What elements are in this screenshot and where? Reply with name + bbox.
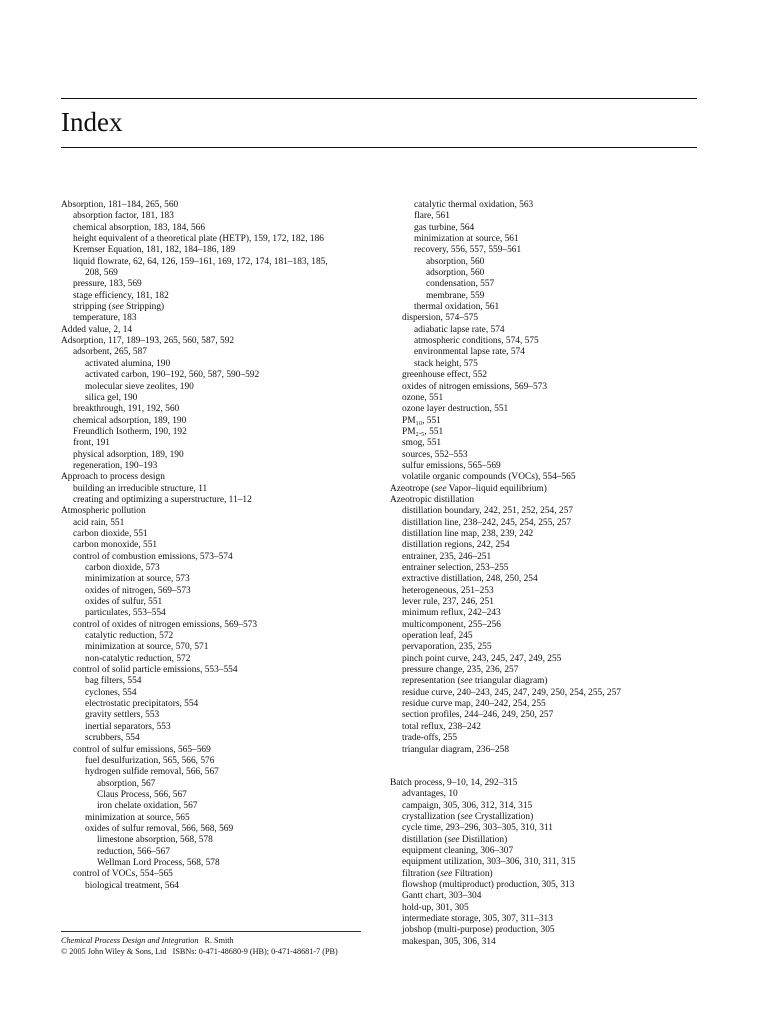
index-entry: temperature, 183 bbox=[73, 313, 137, 324]
index-entry: Batch process, 9–10, 14, 292–315 bbox=[390, 777, 518, 788]
index-entry: cyclones, 554 bbox=[85, 687, 137, 698]
index-entry: pervaporation, 235, 255 bbox=[402, 642, 492, 653]
index-entry: liquid flowrate, 62, 64, 126, 159–161, 169, 172, 174, 181–183, 185, bbox=[73, 256, 328, 267]
index-entry: pressure change, 235, 236, 257 bbox=[402, 665, 519, 676]
index-entry: scrubbers, 554 bbox=[85, 733, 140, 744]
index-entry: fuel desulfurization, 565, 566, 576 bbox=[85, 755, 215, 766]
index-entry: chemical absorption, 183, 184, 566 bbox=[73, 222, 206, 233]
index-entry: hydrogen sulfide removal, 566, 567 bbox=[85, 767, 219, 778]
index-entry: carbon monoxide, 551 bbox=[73, 540, 158, 551]
footer-author: R. Smith bbox=[204, 936, 234, 945]
index-entry: equipment utilization, 303–306, 310, 311, 315 bbox=[402, 857, 576, 868]
index-entry: limestone absorption, 568, 578 bbox=[97, 835, 213, 846]
index-entry: chemical adsorption, 189, 190 bbox=[73, 415, 187, 426]
see-reference: see bbox=[447, 834, 460, 845]
index-entry: iron chelate oxidation, 567 bbox=[97, 801, 198, 812]
index-entry: height equivalent of a theoretical plate (HETP), 159, 172, 182, 186 bbox=[73, 234, 324, 245]
index-entry: entrainer selection, 253–255 bbox=[402, 563, 509, 573]
index-entry: residue curve map, 240–242, 254, 255 bbox=[402, 699, 546, 710]
index-entry: distillation regions, 242, 254 bbox=[402, 540, 510, 551]
index-entry: lever rule, 237, 246, 251 bbox=[402, 597, 494, 608]
index-entry: PM₁₀, 551 bbox=[402, 415, 441, 426]
footer-line-1 bbox=[61, 935, 381, 946]
index-column-left bbox=[61, 200, 361, 892]
index-entry: minimization at source, 573 bbox=[85, 574, 190, 585]
index-entry: entrainer, 235, 246–251 bbox=[402, 551, 492, 562]
index-entry: control of solid particle emissions, 553–554 bbox=[73, 665, 238, 676]
index-entry: Adsorption, 117, 189–193, 265, 560, 587, 592 bbox=[61, 336, 235, 347]
index-entry: triangular diagram, 236–258 bbox=[402, 744, 510, 755]
index-entry: oxides of sulfur, 551 bbox=[85, 597, 163, 608]
index-entry: inertial separators, 553 bbox=[85, 721, 171, 732]
index-entry: environmental lapse rate, 574 bbox=[414, 347, 525, 358]
index-section-gap bbox=[390, 756, 700, 778]
footer-line-2 bbox=[61, 946, 381, 957]
index-entry: equipment cleaning, 306–307 bbox=[402, 845, 514, 856]
index-entry: particulates, 553–554 bbox=[85, 608, 166, 619]
index-entry: activated alumina, 190 bbox=[85, 358, 171, 369]
index-entry: Approach to process design bbox=[61, 472, 165, 483]
index-entry: heterogeneous, 251–253 bbox=[402, 585, 494, 596]
index-entry: crystallization (see Crystallization) bbox=[402, 811, 534, 822]
index-column-right bbox=[390, 200, 700, 948]
index-entry: oxides of nitrogen, 569–573 bbox=[85, 585, 191, 596]
index-entry: molecular sieve zeolites, 190 bbox=[85, 381, 194, 392]
index-entry: absorption factor, 181, 183 bbox=[73, 211, 174, 222]
index-entry: Kremser Equation, 181, 182, 184–186, 189 bbox=[73, 245, 236, 256]
header-top-rule bbox=[61, 98, 697, 99]
index-entry: adiabatic lapse rate, 574 bbox=[414, 324, 505, 335]
index-entry: total reflux, 238–242 bbox=[402, 721, 481, 732]
index-entry: Azeotrope (see Vapor–liquid equilibrium) bbox=[390, 483, 547, 494]
index-entry: bag filters, 554 bbox=[85, 676, 142, 687]
index-entry: membrane, 559 bbox=[426, 290, 485, 301]
see-reference: see bbox=[434, 483, 447, 494]
index-entry: absorption, 567 bbox=[97, 778, 156, 789]
index-entry: pressure, 183, 569 bbox=[73, 279, 142, 290]
index-entry: gas turbine, 564 bbox=[414, 222, 475, 233]
index-entry: acid rain, 551 bbox=[73, 517, 125, 528]
index-entry: reduction, 566–567 bbox=[97, 846, 170, 857]
index-entry: Claus Process, 566, 567 bbox=[97, 789, 187, 800]
index-entry: control of VOCs, 554–565 bbox=[73, 869, 173, 880]
index-entry: representation (see triangular diagram) bbox=[402, 676, 548, 687]
index-entry: atmospheric conditions, 574, 575 bbox=[414, 336, 539, 347]
index-entry: minimization at source, 565 bbox=[85, 812, 190, 823]
index-entry: makespan, 305, 306, 314 bbox=[402, 936, 496, 947]
index-entry: ozone layer destruction, 551 bbox=[402, 404, 509, 415]
index-entry: Azeotropic distillation bbox=[390, 494, 475, 505]
see-reference: see bbox=[460, 676, 473, 687]
index-entry: PM₂.₅, 551 bbox=[402, 426, 444, 437]
index-entry: dispersion, 574–575 bbox=[402, 313, 479, 324]
index-entry: multicomponent, 255–256 bbox=[402, 619, 501, 630]
index-entry: gravity settlers, 553 bbox=[85, 710, 160, 721]
index-entry: breakthrough, 191, 192, 560 bbox=[73, 404, 180, 415]
index-entry: regeneration, 190–193 bbox=[73, 460, 158, 471]
footer-rule bbox=[61, 931, 361, 932]
index-entry: filtration (see Filtration) bbox=[402, 868, 493, 879]
index-entry: hold-up, 301, 305 bbox=[402, 902, 469, 913]
index-entry: ozone, 551 bbox=[402, 392, 444, 403]
index-entry: adsorption, 560 bbox=[426, 268, 485, 279]
index-entry: distillation boundary, 242, 251, 252, 254, 257 bbox=[402, 506, 573, 517]
index-entry: oxides of nitrogen emissions, 569–573 bbox=[402, 381, 548, 392]
index-entry: catalytic reduction, 572 bbox=[85, 631, 174, 642]
index-entry: Gantt chart, 303–304 bbox=[402, 891, 482, 902]
index-entry: minimum reflux, 242–243 bbox=[402, 608, 501, 619]
index-entry: condensation, 557 bbox=[426, 279, 495, 290]
index-entry: campaign, 305, 306, 312, 314, 315 bbox=[402, 800, 533, 811]
index-entry: operation leaf, 245 bbox=[402, 631, 473, 642]
index-entry: section profiles, 244–246, 249, 250, 257 bbox=[402, 710, 554, 721]
index-entry: flowshop (multiproduct) production, 305, 313 bbox=[402, 879, 575, 890]
index-entry: Atmospheric pollution bbox=[61, 506, 146, 517]
index-entry: advantages, 10 bbox=[402, 789, 458, 800]
index-entry: recovery, 556, 557, 559–561 bbox=[414, 245, 522, 256]
index-entry: carbon dioxide, 551 bbox=[73, 528, 148, 539]
index-entry: 208, 569 bbox=[85, 268, 118, 279]
index-entry: minimization at source, 570, 571 bbox=[85, 642, 209, 653]
index-entry: Freundlich Isotherm, 190, 192 bbox=[73, 426, 187, 437]
index-entry: carbon dioxide, 573 bbox=[85, 563, 160, 573]
index-entry: stack height, 575 bbox=[414, 358, 478, 369]
index-entry: sulfur emissions, 565–569 bbox=[402, 460, 501, 471]
index-entry: Added value, 2, 14 bbox=[61, 324, 133, 335]
footer-copyright: © 2005 John Wiley & Sons, Ltd bbox=[61, 947, 167, 956]
index-entry: electrostatic precipitators, 554 bbox=[85, 699, 199, 710]
index-entry: flare, 561 bbox=[414, 211, 450, 222]
index-entry: distillation line map, 238, 239, 242 bbox=[402, 528, 534, 539]
index-entry: Wellman Lord Process, 568, 578 bbox=[97, 857, 220, 868]
index-entry: catalytic thermal oxidation, 563 bbox=[414, 200, 534, 210]
index-entry: trade-offs, 255 bbox=[402, 733, 458, 744]
page-footer bbox=[61, 935, 381, 957]
index-entry: creating and optimizing a superstructure, 11–12 bbox=[73, 494, 252, 505]
index-entry: volatile organic compounds (VOCs), 554–565 bbox=[402, 472, 576, 483]
index-entry: non-catalytic reduction, 572 bbox=[85, 653, 191, 664]
index-entry: control of oxides of nitrogen emissions, 569–573 bbox=[73, 619, 258, 630]
header-bottom-rule bbox=[61, 147, 697, 148]
index-entry: front, 191 bbox=[73, 438, 110, 449]
index-entry: physical adsorption, 189, 190 bbox=[73, 449, 184, 460]
index-entry: minimization at source, 561 bbox=[414, 234, 519, 245]
see-reference: see bbox=[111, 302, 124, 313]
index-entry: smog, 551 bbox=[402, 438, 442, 449]
index-entry: greenhouse effect, 552 bbox=[402, 370, 487, 381]
footer-book-title: Chemical Process Design and Integration bbox=[61, 936, 199, 945]
index-entry: cycle time, 293–296, 303–305, 310, 311 bbox=[402, 823, 553, 834]
page-title: Index bbox=[61, 107, 123, 137]
index-entry: jobshop (multi-purpose) production, 305 bbox=[402, 925, 555, 936]
see-reference: see bbox=[440, 868, 453, 879]
index-entry: control of combustion emissions, 573–574 bbox=[73, 551, 233, 562]
index-entry: distillation line, 238–242, 245, 254, 255, 257 bbox=[402, 517, 572, 528]
index-entry: control of sulfur emissions, 565–569 bbox=[73, 744, 211, 755]
index-entry: distillation (see Distillation) bbox=[402, 834, 508, 845]
index-entry: residue curve, 240–243, 245, 247, 249, 250, 254, 255, 257 bbox=[402, 687, 621, 698]
index-entry: oxides of sulfur removal, 566, 568, 569 bbox=[85, 823, 234, 834]
index-entry: pinch point curve, 243, 245, 247, 249, 255 bbox=[402, 653, 562, 664]
index-entry: absorption, 560 bbox=[426, 256, 485, 267]
index-entry: activated carbon, 190–192, 560, 587, 590–592 bbox=[85, 370, 260, 381]
index-entry: biological treatment, 564 bbox=[85, 880, 179, 891]
index-entry: adsorbent, 265, 587 bbox=[73, 347, 147, 358]
index-entry: Absorption, 181–184, 265, 560 bbox=[61, 200, 179, 210]
index-entry: sources, 552–553 bbox=[402, 449, 468, 460]
see-reference: see bbox=[460, 811, 473, 822]
index-entry: intermediate storage, 305, 307, 311–313 bbox=[402, 913, 553, 924]
footer-isbn: ISBNs: 0-471-48680-9 (HB); 0-471-48681-7 (PB) bbox=[172, 947, 338, 956]
index-entry: building an irreducible structure, 11 bbox=[73, 483, 208, 494]
index-entry: silica gel, 190 bbox=[85, 392, 138, 403]
index-entry: stage efficiency, 181, 182 bbox=[73, 290, 169, 301]
index-entry: extractive distillation, 248, 250, 254 bbox=[402, 574, 538, 585]
index-entry: thermal oxidation, 561 bbox=[414, 302, 500, 313]
index-entry: stripping (see Stripping) bbox=[73, 302, 165, 313]
